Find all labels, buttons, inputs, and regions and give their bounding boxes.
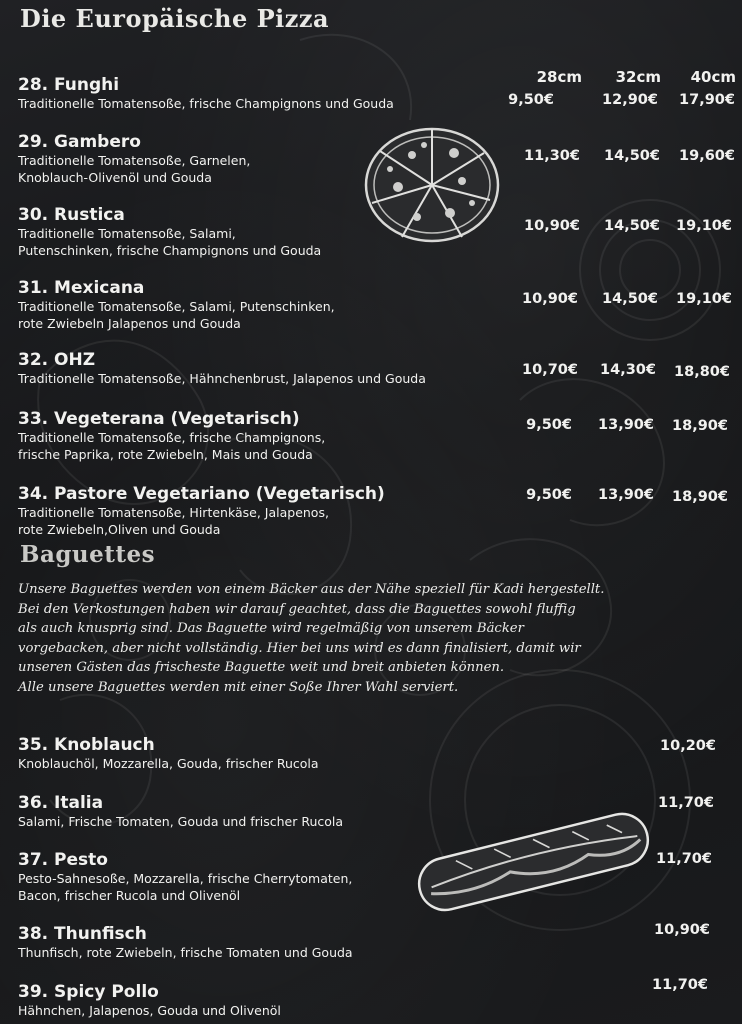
baguettes-section-title: Baguettes xyxy=(20,541,156,568)
item-description: Knoblauchöl, Mozzarella, Gouda, frischer Rucola xyxy=(18,756,319,771)
item-name: 34. Pastore Vegetariano (Vegetarisch) xyxy=(18,484,385,504)
pizza-item-28 xyxy=(18,75,394,112)
item-name: 39. Spicy Pollo xyxy=(18,982,159,1002)
item-name: 32. OHZ xyxy=(18,350,96,370)
pizza-item-31 xyxy=(18,278,335,332)
item-name: 36. Italia xyxy=(18,793,104,813)
price-35: 10,20€ xyxy=(660,738,716,754)
item-description: Traditionelle Tomatensoße, frische Champignons und Gouda xyxy=(18,96,394,111)
price-30-small: 10,90€ xyxy=(524,218,580,234)
price-29-small: 11,30€ xyxy=(524,148,580,164)
price-28-small: 9,50€ xyxy=(508,92,554,108)
price-31-small: 10,90€ xyxy=(522,291,578,307)
item-description: Traditionelle Tomatensoße, Garnelen, Knoblauch-Olivenöl und Gouda xyxy=(18,153,251,185)
price-30-large: 19,10€ xyxy=(676,218,732,234)
price-30-medium: 14,50€ xyxy=(604,218,660,234)
item-name: 37. Pesto xyxy=(18,850,108,870)
item-name: 31. Mexicana xyxy=(18,278,145,298)
price-28-medium: 12,90€ xyxy=(602,92,658,108)
item-description: Traditionelle Tomatensoße, frische Champignons, frische Paprika, rote Zwiebeln, Mais und Gouda xyxy=(18,430,326,462)
item-description: Hähnchen, Jalapenos, Gouda und Olivenöl xyxy=(18,1003,281,1018)
pizza-item-33 xyxy=(18,409,325,463)
price-34-small: 9,50€ xyxy=(526,487,572,503)
size-header-small: 28cm xyxy=(536,68,582,86)
baguette-item-36 xyxy=(18,793,343,830)
size-header-medium: 32cm xyxy=(615,68,661,86)
item-name: 30. Rustica xyxy=(18,205,125,225)
pizza-item-32 xyxy=(18,350,426,387)
item-description: Traditionelle Tomatensoße, Salami, Putenschinken, rote Zwiebeln Jalapenos und Gouda xyxy=(18,299,335,331)
price-36: 11,70€ xyxy=(658,795,714,811)
item-description: Traditionelle Tomatensoße, Salami, Putenschinken, frische Champignons und Gouda xyxy=(18,226,322,258)
price-33-small: 9,50€ xyxy=(526,417,572,433)
pizza-illustration-icon xyxy=(362,125,502,245)
price-31-large: 19,10€ xyxy=(676,291,732,307)
price-33-medium: 13,90€ xyxy=(598,417,654,433)
baguette-item-35 xyxy=(18,735,319,772)
baguette-item-39 xyxy=(18,982,281,1019)
item-name: 38. Thunfisch xyxy=(18,924,147,944)
pizza-item-34 xyxy=(18,484,385,538)
price-29-medium: 14,50€ xyxy=(604,148,660,164)
price-32-large: 18,80€ xyxy=(674,364,730,380)
price-34-large: 18,90€ xyxy=(672,489,728,505)
item-description: Salami, Frische Tomaten, Gouda und frischer Rucola xyxy=(18,814,344,829)
pizza-item-30 xyxy=(18,205,321,259)
item-name: 35. Knoblauch xyxy=(18,735,155,755)
price-33-large: 18,90€ xyxy=(672,418,728,434)
baguette-illustration-icon xyxy=(408,800,658,920)
item-name: 28. Funghi xyxy=(18,75,120,95)
item-name: 33. Vegeterana (Vegetarisch) xyxy=(18,409,300,429)
price-39: 11,70€ xyxy=(652,977,708,993)
pizza-section-title: Die Europäische Pizza xyxy=(20,4,330,33)
price-31-medium: 14,50€ xyxy=(602,291,658,307)
pizza-item-29 xyxy=(18,132,250,186)
price-28-large: 17,90€ xyxy=(679,92,735,108)
price-38: 10,90€ xyxy=(654,922,710,938)
baguette-item-38 xyxy=(18,924,353,961)
baguette-item-37 xyxy=(18,850,352,904)
item-description: Pesto-Sahnesoße, Mozzarella, frische Cherrytomaten, Bacon, frischer Rucola und Olivenöl xyxy=(18,871,353,903)
price-34-medium: 13,90€ xyxy=(598,487,654,503)
item-description: Traditionelle Tomatensoße, Hähnchenbrust, Jalapenos und Gouda xyxy=(18,371,426,386)
price-37: 11,70€ xyxy=(656,851,712,867)
price-32-small: 10,70€ xyxy=(522,362,578,378)
baguettes-intro-text: Unsere Baguettes werden von einem Bäcker aus der Nähe speziell für Kadi hergestellt. Bei den Verkostungen haben wir darauf geachtet, dass die Baguettes sowohl fluffig als auch knusprig sind. Das Baguette wird regelmäßig von unserem Bäcker vorgebacken, aber nicht vollständig. Hier bei uns wird es dann finalisiert, damit wir unseren Gästen das frischeste Baguette weit und breit anbieten können. Alle unsere Baguettes werden mit einer Soße Ihrer Wahl serviert. xyxy=(18,582,605,695)
item-description: Traditionelle Tomatensoße, Hirtenkäse, Jalapenos, rote Zwiebeln,Oliven und Gouda xyxy=(18,505,329,537)
price-32-medium: 14,30€ xyxy=(600,362,656,378)
size-header-large: 40cm xyxy=(690,68,736,86)
item-name: 29. Gambero xyxy=(18,132,141,152)
item-description: Thunfisch, rote Zwiebeln, frische Tomaten und Gouda xyxy=(18,945,353,960)
price-29-large: 19,60€ xyxy=(679,148,735,164)
